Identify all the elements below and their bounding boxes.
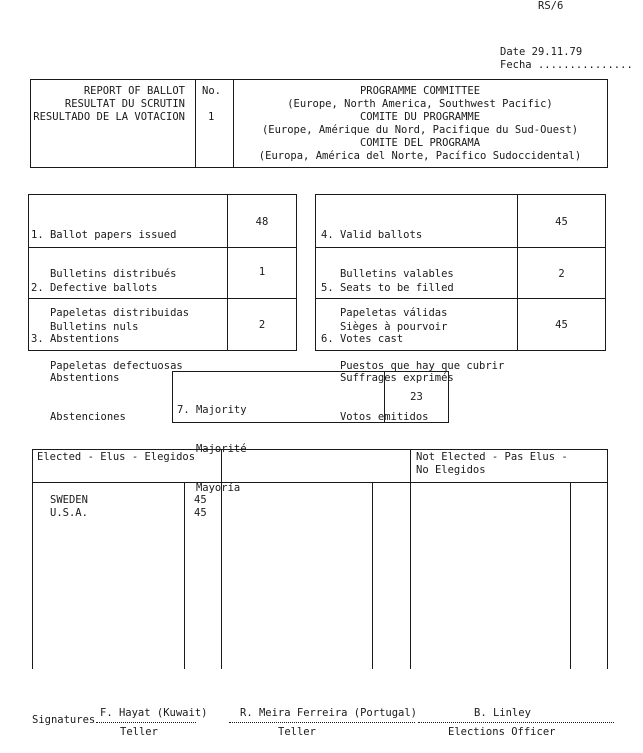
fecha-dots: ............... [537, 59, 633, 71]
stat-ballots-issued-value: 48 [255, 216, 269, 228]
signature-line-1 [96, 722, 196, 723]
stat-label: Sièges à pourvoir [321, 321, 448, 333]
votes-column-divider [372, 482, 373, 669]
stat-label: 6. Votes cast [321, 333, 404, 345]
report-title-es: RESULTADO DE LA VOTACION [33, 111, 185, 123]
report-title-fr: RESULTAT DU SCRUTIN [64, 98, 185, 110]
stat-label: Suffrages exprimés [321, 372, 454, 384]
stat-label: Bulletins valables [321, 268, 454, 280]
elected-name: SWEDEN [50, 494, 88, 506]
results-right-border [607, 449, 608, 669]
reference-code: RS/6 [538, 0, 564, 12]
not-elected-header-line: Not Elected - Pas Elus - [416, 451, 568, 463]
signature-name-3: B. Linley [474, 707, 531, 719]
ballot-number-label: No. [202, 85, 221, 97]
signatures-label: Signatures [32, 714, 96, 726]
signature-line-2 [229, 722, 415, 723]
stat-label: Bulletins distribués [31, 268, 177, 280]
committee-region-en: (Europe, North America, Southwest Pacific) [287, 98, 553, 110]
stat-label: Puestos que hay que cubrir [321, 360, 505, 372]
fecha-label: Fecha [500, 59, 532, 71]
date-label: Date [500, 46, 526, 58]
header-divider [195, 79, 196, 168]
date-line [500, 46, 582, 59]
committee-region-fr: (Europe, Amérique du Nord, Pacifique du Sud-Ouest) [261, 124, 579, 136]
signature-line-3 [418, 722, 614, 723]
stat-label: 2. Defective ballots [31, 282, 158, 294]
report-title [30, 85, 185, 124]
results-left-border [32, 449, 33, 669]
stat-label: Papeletas válidas [321, 307, 448, 319]
stat-label: Votos emitidos [321, 411, 429, 423]
votes-column-divider [184, 482, 185, 669]
elected-name: U.S.A. [50, 507, 88, 519]
stat-label: 1. Ballot papers issued [31, 229, 177, 241]
signature-role-1: Teller [120, 726, 158, 738]
stat-majority-value: 23 [410, 391, 423, 403]
stat-label: 3. Abstentions [31, 333, 120, 345]
signature-name-1: F. Hayat (Kuwait) [100, 707, 208, 719]
stat-abstentions [31, 307, 126, 437]
elected-votes: 45 [194, 507, 207, 519]
stat-label: Majorité [177, 443, 247, 455]
elected-header: Elected - Elus - Elegidos [37, 451, 196, 463]
stat-label: 5. Seats to be filled [321, 282, 454, 294]
fecha-line [500, 59, 633, 72]
stat-label: Abstentions [31, 372, 120, 384]
results-column-divider [410, 449, 411, 669]
committee-name-en: PROGRAMME COMMITTEE [359, 85, 481, 97]
signature-role-2: Teller [278, 726, 316, 738]
stat-label: Abstenciones [31, 411, 126, 423]
results-top-border [32, 449, 608, 450]
stat-label: 7. Majority [177, 404, 247, 416]
results-column-divider [221, 449, 222, 669]
stat-label: 4. Valid ballots [321, 229, 423, 241]
committee-name-es: COMITE DEL PROGRAMA [359, 137, 481, 149]
stat-label: Papeletas defectuosas [31, 360, 183, 372]
signature-role-3: Elections Officer [448, 726, 556, 738]
stat-label: Papeletas distribuidas [31, 307, 190, 319]
not-elected-header-line: No Elegidos [416, 464, 486, 476]
stat-votes-cast-value: 45 [555, 319, 568, 331]
votes-column-divider [570, 482, 571, 669]
not-elected-header [416, 451, 568, 477]
stat-majority [177, 378, 247, 508]
stat-valid-ballots-value: 45 [555, 216, 568, 228]
stat-seats-to-fill-value: 2 [558, 268, 565, 280]
results-header-border [32, 482, 608, 483]
stat-abstentions-value: 2 [258, 319, 266, 331]
date-value: 29.11.79 [531, 46, 583, 58]
ballot-number: 1 [208, 111, 215, 123]
committee-region-es: (Europa, América del Norte, Pacífico Sudoccidental) [258, 150, 582, 162]
report-title-en: REPORT OF BALLOT [83, 85, 185, 97]
committee-title [234, 85, 606, 163]
stat-defective-ballots-value: 1 [258, 266, 266, 278]
elected-votes: 45 [194, 494, 207, 506]
stat-label: Bulletins nuls [31, 321, 139, 333]
stat-label: Mayoría [177, 482, 241, 494]
signature-name-2: R. Meira Ferreira (Portugal) [240, 707, 418, 719]
committee-name-fr: COMITE DU PROGRAMME [359, 111, 481, 123]
